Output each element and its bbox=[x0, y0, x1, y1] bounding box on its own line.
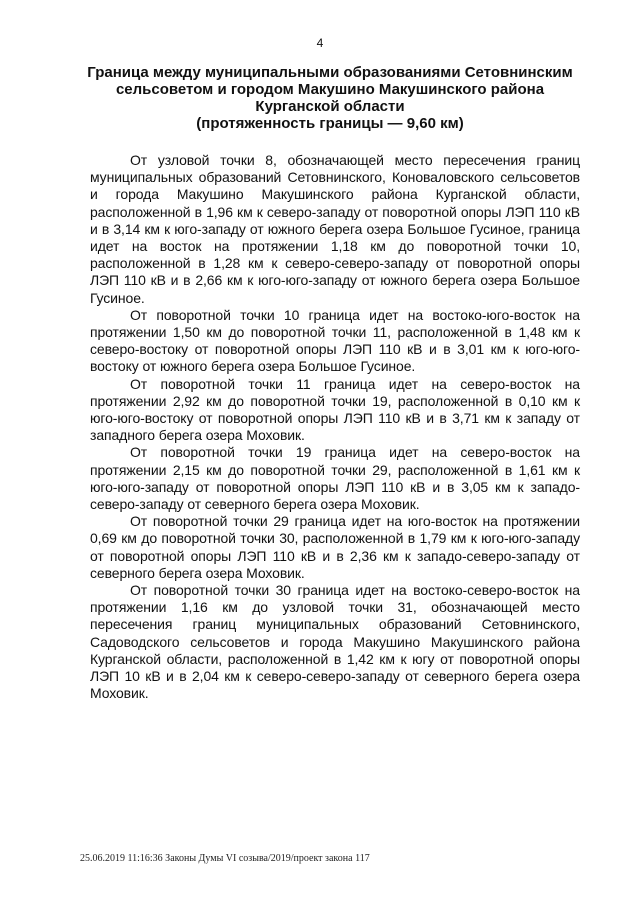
paragraph-5: От поворотной точки 29 граница идет на юго-восток на протяжении 0,69 км до поворотной точки 30, расположенной в 1,79 км к юго-юго-западу от поворотной опоры ЛЭП 110 кВ и в 2,36 км к западо-северо-западу от северного берега озера Моховик. bbox=[90, 513, 580, 581]
title-line-2: сельсоветом и городом Макушино Макушинского района bbox=[115, 81, 545, 98]
paragraph-2: От поворотной точки 10 граница идет на востоко-юго-восток на протяжении 1,50 км до поворотной точки 11, расположенной в 1,48 км к северо-востоку от поворотной опоры ЛЭП 110 кВ и в 3,01 км к юго-юго-востоку от южного берега озера Большое Гусиное. bbox=[90, 306, 580, 375]
paragraph-3: От поворотной точки 11 граница идет на северо-восток на протяжении 2,92 км до поворотной точки 19, расположенной в 0,10 км к юго-юго-востоку от поворотной опоры ЛЭП 110 кВ и в 3,71 км к западу от западного берега озера Моховик. bbox=[90, 375, 580, 444]
title-line-1: Граница между муниципальными образованиями Сетовнинским bbox=[87, 64, 573, 81]
paragraph-6: От поворотной точки 30 граница идет на востоко-северо-восток на протяжении 1,16 км до узловой точки 31, обозначающей место пересечения границ муниципальных образований Сетовнинского, Садоводского сельсоветов и города Макушино Макушинского района Курганской области, расположенной в 1,42 км к югу от поворотной опоры ЛЭП 10 кВ и в 2,04 км к северо-северо-западу от северного берега озера Моховик. bbox=[90, 582, 580, 702]
footer-stamp: 25.06.2019 11:16:36 Законы Думы VI созыва/2019/проект закона 117 bbox=[80, 853, 370, 864]
paragraph-1: От узловой точки 8, обозначающей место пересечения границ муниципальных образований Сетовнинского, Коноваловского сельсоветов и города Макушино Макушинского района Курганской области, расположенной в 1,96 км к северо-западу от поворотной опоры ЛЭП 110 кВ и в 3,14 км к юго-западу от южного берега озера Большое Гусиное, граница идет на восток на протяжении 1,18 км до поворотной точки 10, расположенной в 1,28 км к северо-северо-западу от поворотной опоры ЛЭП 110 кВ и в 2,66 км к юго-юго-западу от южного берега озера Большое Гусиное. bbox=[90, 152, 580, 306]
page-number: 4 bbox=[316, 36, 324, 50]
document-body bbox=[90, 152, 580, 703]
title-line-3: Курганской области bbox=[255, 98, 405, 115]
paragraph-4: От поворотной точки 19 граница идет на северо-восток на протяжении 2,15 км до поворотной точки 29, расположенной в 1,61 км к юго-юго-западу от поворотной опоры ЛЭП 110 кВ и в 3,05 км к западо-северо-западу от северного берега озера Моховик. bbox=[90, 444, 580, 513]
title-line-4: (протяженность границы — 9,60 км) bbox=[196, 115, 464, 132]
document-title bbox=[60, 64, 600, 132]
